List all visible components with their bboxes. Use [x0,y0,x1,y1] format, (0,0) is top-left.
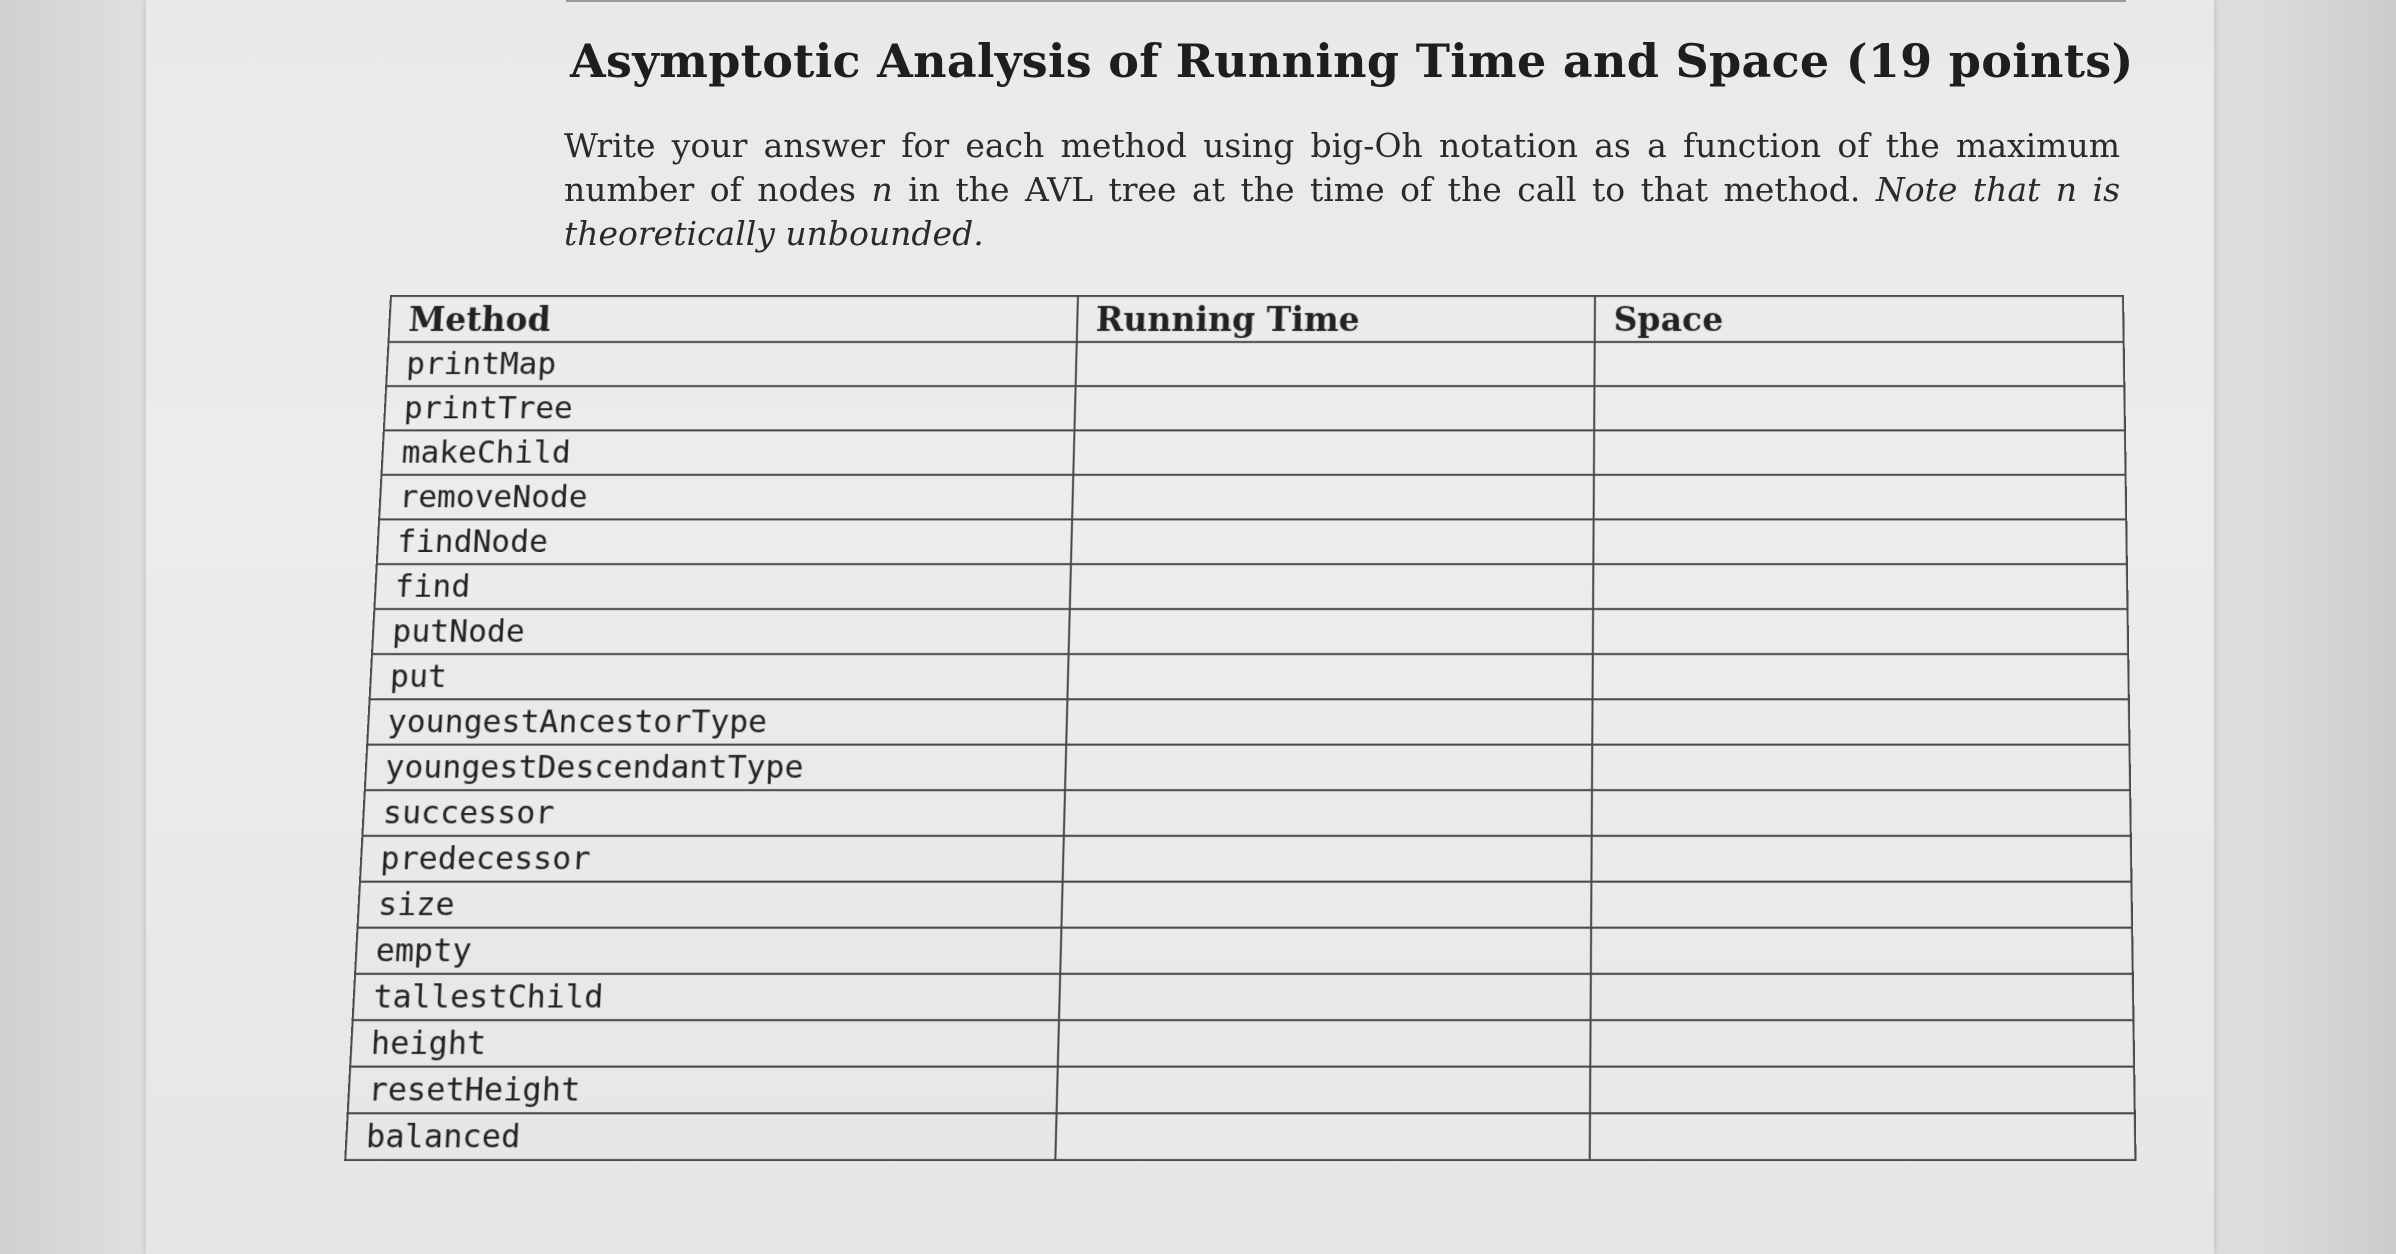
table-row [372,609,2128,654]
running-time-answer-cell[interactable] [1075,342,1594,386]
table-row [362,790,2130,836]
space-answer-cell[interactable] [1592,699,2129,744]
running-time-answer-cell[interactable] [1063,790,1591,836]
table-row [355,928,2133,974]
method-name-cell: findNode [377,519,1072,564]
space-answer-cell[interactable] [1593,564,2128,609]
top-rule [566,0,2126,2]
space-answer-cell[interactable] [1593,475,2126,520]
method-name-cell: predecessor [360,836,1063,882]
running-time-answer-cell[interactable] [1066,699,1592,744]
instructions-note: Note that [1875,170,2056,209]
paper-sheet [146,0,2214,1254]
instructions-paragraph [564,124,2120,256]
table-row [367,699,2129,744]
method-name-cell: youngestDescendantType [365,745,1066,791]
running-time-answer-cell[interactable] [1067,654,1593,699]
space-answer-cell[interactable] [1592,654,2129,699]
method-name-cell: youngestAncestorType [367,699,1067,744]
method-name-cell: removeNode [379,475,1073,520]
running-time-answer-cell[interactable] [1055,1113,1590,1160]
space-answer-cell[interactable] [1590,1067,2135,1114]
running-time-answer-cell[interactable] [1062,836,1591,882]
space-answer-cell[interactable] [1591,882,2132,928]
running-time-answer-cell[interactable] [1065,745,1592,791]
running-time-answer-cell[interactable] [1072,475,1594,520]
table-row [350,1020,2134,1066]
method-name-cell: tallestChild [353,974,1060,1020]
space-answer-cell[interactable] [1593,519,2127,564]
running-time-answer-cell[interactable] [1068,609,1593,654]
table-row [348,1067,2135,1114]
instructions-text-2: in the AVL tree at the time of the call to that method. [892,170,1876,209]
running-time-answer-cell[interactable] [1061,882,1591,928]
running-time-answer-cell[interactable] [1069,564,1593,609]
method-name-cell: empty [355,928,1061,974]
method-name-cell: printTree [384,386,1075,430]
table-row [384,386,2125,430]
space-answer-cell[interactable] [1589,1113,2135,1160]
table-row [386,342,2124,386]
running-time-answer-cell[interactable] [1056,1067,1590,1114]
method-name-cell: printMap [386,342,1076,386]
table-row [353,974,2134,1020]
instructions-note-2: is theoretically unbounded. [564,170,2121,253]
table-header-row [389,296,2124,342]
header-space: Space [1594,296,2123,342]
method-name-cell: size [358,882,1063,928]
header-running-time: Running Time [1076,296,1594,342]
running-time-answer-cell[interactable] [1057,1020,1590,1066]
running-time-answer-cell[interactable] [1059,974,1591,1020]
method-name-cell: successor [362,790,1064,836]
instructions-text: Write your answer for each method using big-Oh notation as a function of the maximum number of nodes [564,126,2120,209]
space-answer-cell[interactable] [1594,342,2124,386]
space-answer-cell[interactable] [1593,609,2129,654]
method-name-cell: resetHeight [348,1067,1058,1114]
method-name-cell: putNode [372,609,1069,654]
space-answer-cell[interactable] [1591,836,2131,882]
table-row [365,745,2130,791]
method-name-cell: height [350,1020,1058,1066]
space-answer-cell[interactable] [1590,974,2133,1020]
method-name-cell: find [374,564,1070,609]
table-row [370,654,2129,699]
space-answer-cell[interactable] [1592,745,2130,791]
space-answer-cell[interactable] [1594,386,2125,430]
analysis-table-wrapper [344,295,2136,1161]
table-row [374,564,2127,609]
running-time-answer-cell[interactable] [1060,928,1591,974]
space-answer-cell[interactable] [1594,430,2126,474]
header-method: Method [389,296,1078,342]
table-row [345,1113,2135,1160]
section-title: Asymptotic Analysis of Running Time and Space (19 points) [570,34,2134,88]
method-name-cell: balanced [345,1113,1056,1160]
analysis-table [344,295,2136,1161]
table-row [379,475,2126,520]
method-name-cell: put [370,654,1069,699]
table-body [345,342,2135,1160]
space-answer-cell[interactable] [1591,790,2130,836]
running-time-answer-cell[interactable] [1073,430,1594,474]
table-row [381,430,2125,474]
variable-n: n [871,170,893,209]
table-row [360,836,2131,882]
variable-n-2: n [2055,170,2078,209]
space-answer-cell[interactable] [1591,928,2133,974]
running-time-answer-cell[interactable] [1074,386,1594,430]
method-name-cell: makeChild [381,430,1074,474]
table-row [377,519,2127,564]
running-time-answer-cell[interactable] [1071,519,1594,564]
table-row [358,882,2133,928]
space-answer-cell[interactable] [1590,1020,2134,1066]
